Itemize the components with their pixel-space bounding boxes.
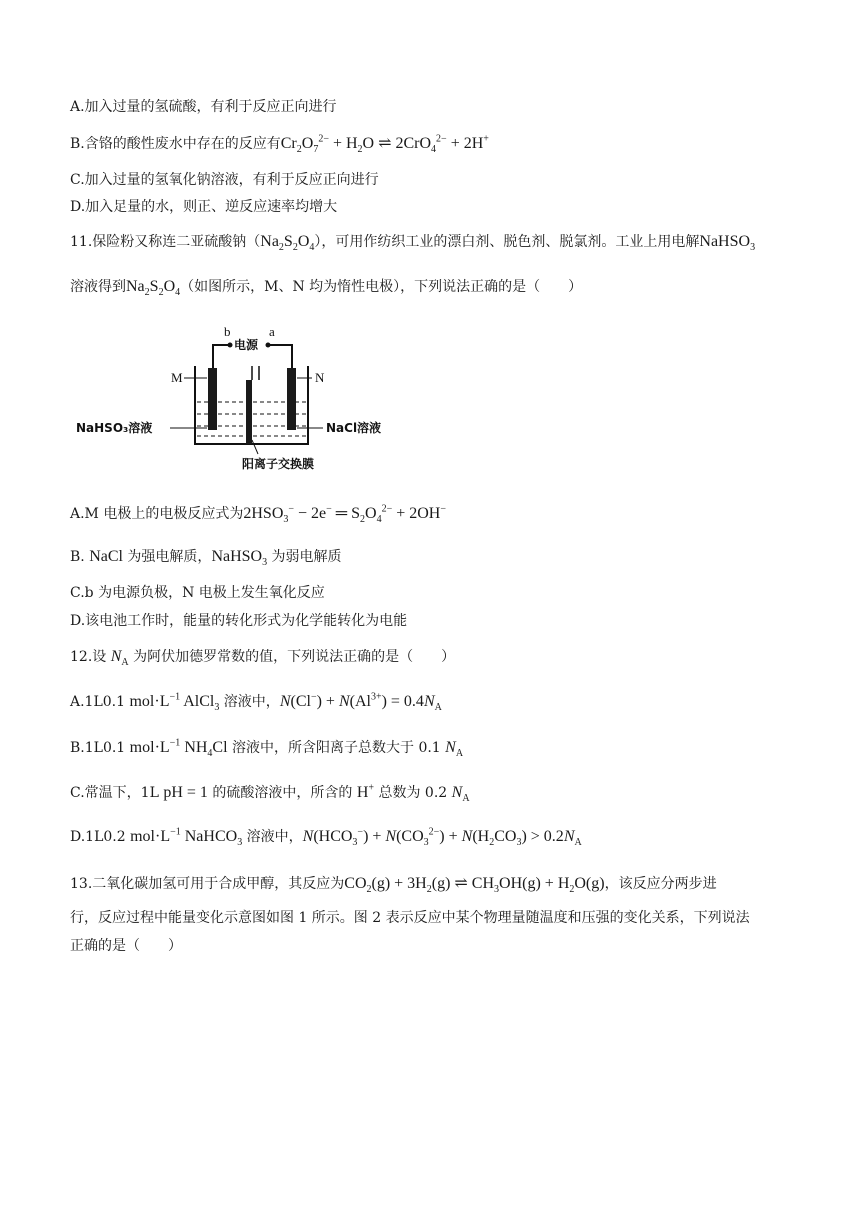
electrode-m (208, 368, 217, 430)
terminal-b (228, 343, 233, 348)
q12-option-c-na: $N_A$ (451, 784, 470, 805)
q11-option-d: D.该电池工作时，能量的转化形式为化学能转化为电能 (70, 613, 408, 629)
membrane-label: 阳离子交换膜 (242, 457, 315, 471)
q10-option-d: D.加入足量的水，则正、逆反应速率均增大 (70, 199, 338, 215)
q10-option-b (70, 134, 489, 154)
q12-option-d-part-2: 溶液中， (242, 829, 303, 845)
q11-formula-nahso3-2: NaHSO$_3$ (211, 548, 268, 569)
q12-option-c-part-1: C.常温下，1L (70, 785, 164, 801)
q11-option-a-equation: $2HSO_3^- - 2e^-$ ═ $S_2O_4^{2-} + 2OH^-$ (243, 503, 446, 526)
q11-stem-line-1 (70, 232, 755, 252)
q12-stem (70, 647, 455, 667)
q11-option-c: C.b 为电源负极，N 电极上发生氧化反应 (70, 585, 325, 601)
q10-option-b-equation: $Cr_2O_7^{2-} + H_2O$ ⇌ 2CrO$_4^{2-}$ + 2H+ (280, 133, 489, 156)
label-a: a (269, 324, 275, 339)
q12-option-c-part-2: 的硫酸溶液中，所含的 (207, 785, 357, 801)
q12-stem-part-1: 12.设 (70, 649, 111, 665)
electrode-n (287, 368, 296, 430)
q12-option-c-h: H+ (356, 782, 375, 801)
q13-stem-line-1 (70, 874, 717, 894)
q11-option-b-part-1: B. (70, 549, 90, 565)
label-n: N (315, 370, 325, 385)
q11-option-b-part-3: 为弱电解质 (267, 549, 342, 565)
q12-option-d (70, 827, 582, 847)
q12-option-a-part-1: A.1L0.1 (70, 694, 130, 710)
q10-option-a: A.加入过量的氢硫酸，有利于反应正向进行 (70, 99, 337, 115)
terminal-a (266, 343, 271, 348)
electrolysis-svg (70, 318, 400, 483)
q12-option-a-equation: $N(Cl^-) + N(Al^{3+}) = 0.4N_A$ (279, 691, 442, 714)
q11-stem-part-3: 溶液得到 (70, 279, 126, 295)
q12-option-b-part-1: B.1L0.1 (70, 740, 130, 756)
membrane-leader (252, 440, 258, 454)
q12-option-c-part-3: 总数为 0.2 (374, 785, 452, 801)
left-solution-label: NaHSO₃溶液 (76, 421, 153, 435)
right-solution-label: NaCl溶液 (326, 421, 382, 435)
q12-option-d-equation: $N(HCO_3^-) + N(CO_3^{2-}) + N(H_2CO_3) > 0.2N_A$ (302, 826, 582, 849)
q12-option-a-unit: $mol\cdot L^{-1}$ AlCl$_3$ (129, 691, 220, 714)
q12-option-a (70, 692, 442, 712)
q13-stem-line-2: 行，反应过程中能量变化示意图如图 1 所示。图 2 表示反应中某个物理量随温度和压强的变化关系，下列说法 (70, 910, 750, 926)
q13-stem-part-2: ，该反应分两步进 (604, 876, 717, 892)
q12-stem-part-2: 为阿伏加德罗常数的值，下列说法正确的是（ ） (128, 649, 456, 665)
q12-option-b-unit: $mol\cdot L^{-1}$ $NH_4Cl$ (129, 737, 228, 760)
q12-option-c-ph: pH = 1 (163, 784, 208, 801)
q12-symbol-na: $N_A$ (110, 648, 129, 669)
q11-stem-line-2 (70, 277, 582, 297)
label-m: M (171, 370, 183, 385)
q11-stem-part-1: 11.保险粉又称连二亚硫酸钠（ (70, 234, 261, 250)
q12-option-b-part-2: 溶液中，所含阳离子总数大于 0.1 (227, 740, 446, 756)
q11-formula-na2s2o4-2: $Na_2S_2O_4$ (126, 278, 181, 299)
label-b: b (224, 324, 231, 339)
q13-stem-part-1: 13.二氧化碳加氢可用于合成甲醇，其反应为 (70, 876, 345, 892)
electrolysis-diagram (70, 318, 400, 483)
q12-option-d-part-1: D.1L0.2 (70, 829, 131, 845)
q11-option-a (70, 504, 446, 524)
q12-option-b (70, 738, 463, 758)
q12-option-c (70, 783, 470, 803)
q11-stem-part-2: ），可用作纺织工业的漂白剂、脱色剂、脱氯剂。工业上用电解 (314, 234, 700, 250)
cation-exchange-membrane (246, 380, 252, 444)
q12-option-d-unit: $mol\cdot L^{-1}$ NaHCO$_3$ (130, 826, 243, 849)
power-source-label: 电源 (234, 338, 259, 352)
q11-formula-na2s2o4: $Na_2S_2O_4$ (260, 233, 315, 254)
q10-option-b-text: B.含铬的酸性废水中存在的反应有 (70, 136, 281, 152)
q11-option-b (70, 547, 342, 567)
q11-stem-part-4: （如图所示，M、N 均为惰性电极），下列说法正确的是（ ） (180, 279, 583, 295)
q13-equation: $CO_2(g) + 3H_2(g)$ ⇌ $CH_3OH(g) + H_2O(g)$ (344, 875, 605, 896)
q12-option-a-part-2: 溶液中， (219, 694, 280, 710)
q12-option-b-na: $N_A$ (445, 739, 464, 760)
q11-formula-nacl: NaCl (89, 548, 123, 565)
q11-option-a-text: A.M 电极上的电极反应式为 (70, 506, 244, 522)
q11-formula-nahso3: NaHSO$_3$ (699, 233, 756, 254)
q10-option-c: C.加入过量的氢氧化钠溶液，有利于反应正向进行 (70, 172, 379, 188)
q11-option-b-part-2: 为强电解质， (122, 549, 212, 565)
q13-stem-line-3: 正确的是（ ） (70, 938, 182, 954)
